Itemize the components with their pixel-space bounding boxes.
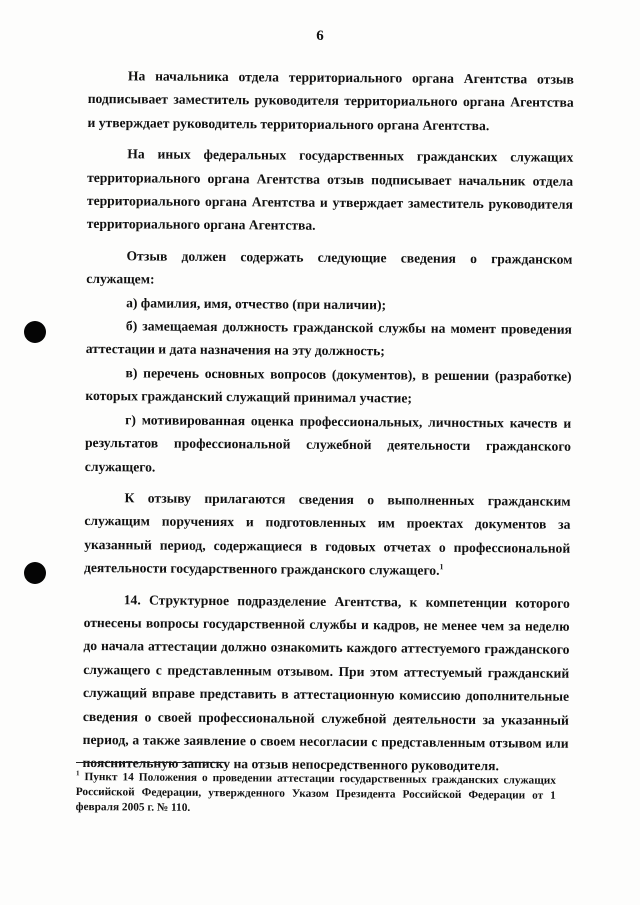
footnote bbox=[76, 770, 556, 819]
document-body bbox=[82, 64, 574, 787]
list-item-full-name: а) фамилия, имя, отчество (при наличии); bbox=[126, 294, 387, 313]
footnote-divider bbox=[76, 762, 226, 763]
list-item-position: б) замещаемая должность гражданской службы на момент проведения аттестации и дата назначения на эту должность; bbox=[85, 318, 572, 359]
paragraph-review-contents-intro: Отзыв должен содержать следующие сведения о гражданском служащем: bbox=[86, 248, 573, 287]
punch-hole-lower bbox=[24, 562, 46, 584]
footnote-reference: 1 bbox=[439, 562, 444, 572]
paragraph-attachments-text: К отзыву прилагаются сведения о выполненных гражданским служащим поручениях и подготовленных им проектах документов за указанный период, содержащиеся в годовых отчетах о профессиональной деятельности государственного гражданского служащего. bbox=[83, 490, 571, 578]
paragraph-attachments bbox=[84, 486, 571, 583]
punch-hole-upper bbox=[24, 321, 46, 343]
paragraph-department-head-review: На начальника отдела территориального органа Агентства отзыв подписывает заместитель руководителя территориального органа Агентства и утверждает руководитель территориального органа Агентства. bbox=[87, 68, 574, 133]
paragraph-clause-14: 14. Структурное подразделение Агентства, к компетенции которого отнесены вопросы государственной службы и кадров, не менее чем за неделю до начала аттестации должно ознакомить каждого аттестуемого гражданского служащего с представленным отзывом. При этом аттестуемый гражданский служащий вправе представить в аттестационную комиссию дополнительные сведения о своей профессиональной служебной деятельности за указанный период, а также заявление о своем несогласии с представленным отзывом или пояснительную записку на отзыв непосредственного руководителя. bbox=[82, 591, 570, 774]
footnote-mark: 1 bbox=[75, 769, 80, 778]
footnote-text: Пункт 14 Положения о проведении аттестации государственных гражданских служащих Российской Федерации, утвержденного Указом Президента Российской Федерации от 1 февраля 2005 г. № 110. bbox=[75, 771, 556, 814]
page-number: 6 bbox=[316, 28, 324, 44]
list-item-assessment: г) мотивированная оценка профессиональных, личностных качеств и результатов профессиональной служебной деятельности гражданского служащего. bbox=[84, 411, 572, 475]
list-item-main-issues: в) перечень основных вопросов (документов), в решении (разработке) которых гражданский служащий принимал участие; bbox=[85, 365, 572, 406]
paragraph-other-employees-review: На иных федеральных государственных гражданских служащих территориального органа Агентства отзыв подписывает начальник отдела территориального органа Агентства и утверждает заместитель руководителя территориального органа Агентства. bbox=[86, 146, 574, 234]
